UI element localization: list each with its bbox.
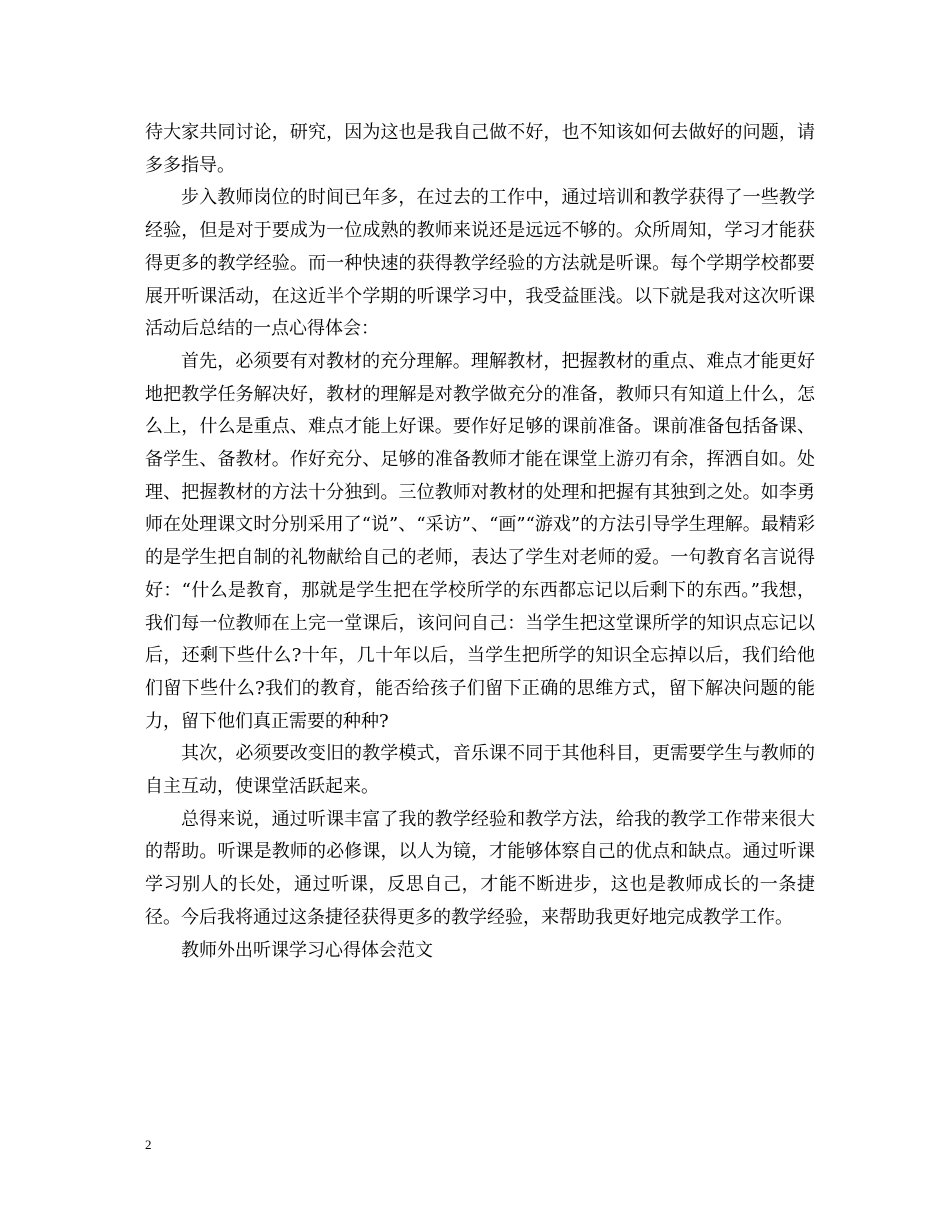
paragraph-summary: 总得来说，通过听课丰富了我的教学经验和教学方法，给我的教学工作带来很大的帮助。听课是教师的必修课，以人为镜，才能够体察自己的优点和缺点。通过听课学习别人的长处，通过听课，反思自己，才能不断进步，这也是教师成长的一条捷径。今后我将通过这条捷径获得更多的教学经验，来帮助我更好地完成教学工作。 — [145, 808, 815, 928]
paragraph-experience: 步入教师岗位的时间已年多，在过去的工作中，通过培训和教学获得了一些教学经验，但是对于要成为一位成熟的教师来说还是远远不够的。众所周知，学习才能获得更多的教学经验。而一种快速的获得教学经验的方法就是听课。每个学期学校都要展开听课活动，在这近半个学期的听课学习中，我受益匪浅。以下就是我对这次听课活动后总结的一点心得体会： — [145, 187, 815, 340]
page-number: 2 — [145, 1137, 152, 1152]
paragraph-first-point: 首先，必须要有对教材的充分理解。理解教材，把握教材的重点、难点才能更好地把教学任务解决好，教材的理解是对教学做充分的准备，教师只有知道上什么，怎么上，什么是重点、难点才能上好课。要作好足够的课前准备。课前准备包括备课、备学生、备教材。作好充分、足够的准备教师才能在课堂上游刃有余，挥洒自如。处理、把握教材的方法十分独到。三位教师对教材的处理和把握有其独到之处。如李勇师在处理课文时分别采用了“说”、“采访”、“画”“游戏”的方法引导学生理解。最精彩的是学生把自制的礼物献给自己的老师，表达了学生对老师的爱。一句教育名言说得好：“什么是教育，那就是学生把在学校所学的东西都忘记以后剩下的东西。”我想，我们每一位教师在上完一堂课后，该问问自己：当学生把这堂课所学的知识点忘记以后，还剩下些什么?十年，几十年以后，当学生把所学的知识全忘掉以后，我们给他们留下些什么?我们的教育，能否给孩子们留下正确的思维方式，留下解决问题的能力，留下他们真正需要的种种? — [145, 350, 815, 732]
document-body — [145, 117, 815, 967]
paragraph-continuation: 待大家共同讨论，研究，因为这也是我自己做不好，也不知该如何去做好的问题，请多多指导。 — [145, 122, 815, 176]
section-heading: 教师外出听课学习心得体会范文 — [181, 939, 433, 961]
paragraph-second-point: 其次，必须要改变旧的教学模式，音乐课不同于其他科目，更需要学生与教师的自主互动，使课堂活跃起来。 — [145, 743, 815, 798]
